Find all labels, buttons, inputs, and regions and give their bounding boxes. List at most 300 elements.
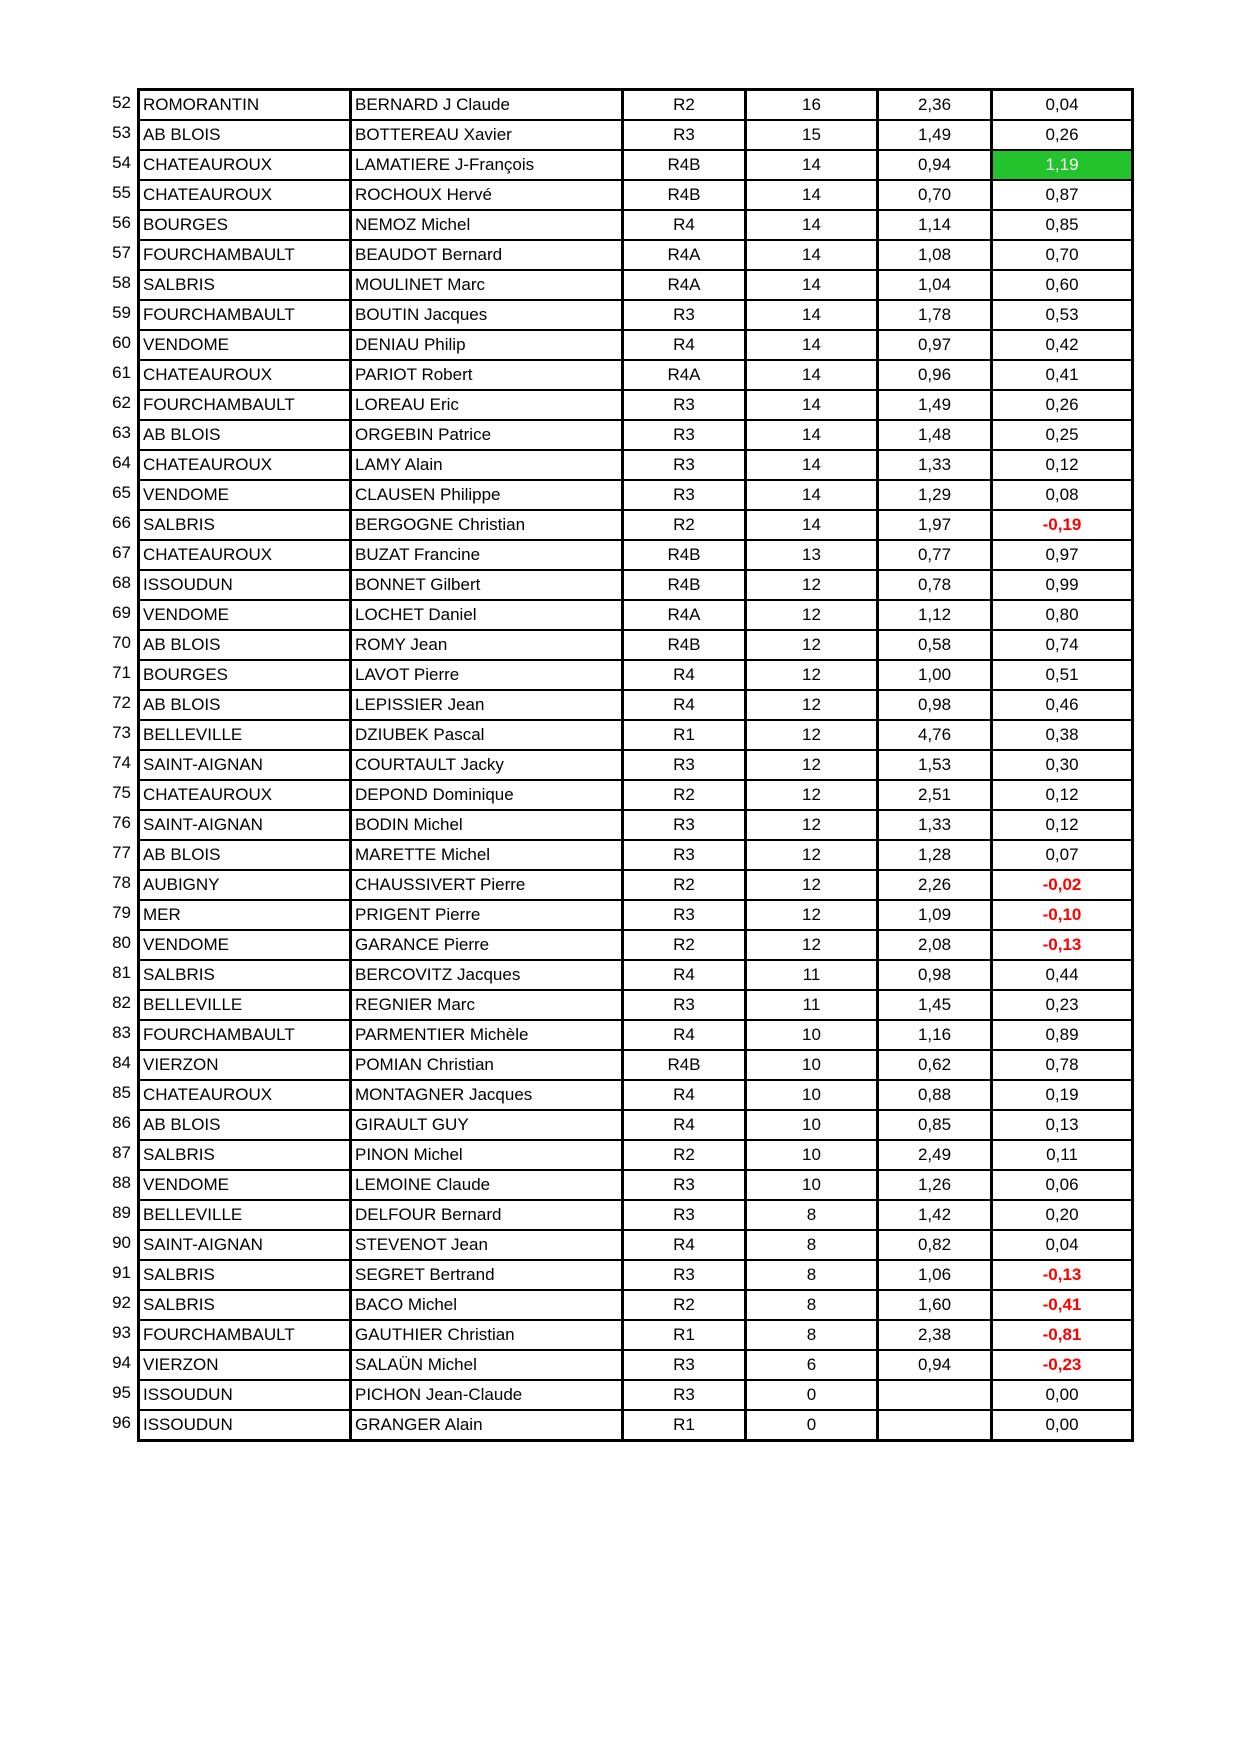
difference-cell: 0,25	[992, 420, 1133, 450]
points-cell: 14	[746, 480, 878, 510]
average-cell: 1,08	[878, 240, 992, 270]
row-number: 69	[112, 603, 131, 622]
table-row	[139, 720, 1133, 750]
table-row	[139, 150, 1133, 180]
difference-cell: 0,89	[992, 1020, 1133, 1050]
player-name-cell: SEGRET Bertrand	[351, 1260, 623, 1290]
row-number: 72	[112, 693, 131, 712]
club-cell: VENDOME	[139, 930, 351, 960]
club-cell: VIERZON	[139, 1050, 351, 1080]
difference-cell: 0,08	[992, 480, 1133, 510]
table-row	[139, 180, 1133, 210]
row-number: 54	[112, 153, 131, 172]
difference-cell: 0,74	[992, 630, 1133, 660]
points-cell: 16	[746, 90, 878, 121]
category-cell: R3	[623, 450, 746, 480]
difference-cell: 0,97	[992, 540, 1133, 570]
player-name-cell: PARMENTIER Michèle	[351, 1020, 623, 1050]
table-row	[139, 1110, 1133, 1140]
club-cell: ISSOUDUN	[139, 1380, 351, 1410]
points-cell: 12	[746, 690, 878, 720]
player-name-cell: BERNARD J Claude	[351, 90, 623, 121]
row-number: 79	[112, 903, 131, 922]
average-cell: 1,60	[878, 1290, 992, 1320]
player-name-cell: BOTTEREAU Xavier	[351, 120, 623, 150]
category-cell: R2	[623, 780, 746, 810]
difference-cell: 0,46	[992, 690, 1133, 720]
ranking-table-body	[139, 90, 1133, 1441]
average-cell	[878, 1410, 992, 1441]
category-cell: R4	[623, 960, 746, 990]
points-cell: 11	[746, 990, 878, 1020]
player-name-cell: ROMY Jean	[351, 630, 623, 660]
row-number: 83	[112, 1023, 131, 1042]
difference-cell: -0,13	[992, 930, 1133, 960]
club-cell: CHATEAUROUX	[139, 540, 351, 570]
points-cell: 12	[746, 900, 878, 930]
difference-cell: 0,12	[992, 450, 1133, 480]
table-row	[139, 1200, 1133, 1230]
difference-cell: 0,11	[992, 1140, 1133, 1170]
difference-cell: -0,81	[992, 1320, 1133, 1350]
difference-cell: 0,78	[992, 1050, 1133, 1080]
row-number: 52	[112, 93, 131, 112]
row-number: 68	[112, 573, 131, 592]
club-cell: CHATEAUROUX	[139, 1080, 351, 1110]
points-cell: 14	[746, 510, 878, 540]
player-name-cell: LAVOT Pierre	[351, 660, 623, 690]
difference-cell: 1,19	[992, 150, 1133, 180]
points-cell: 10	[746, 1170, 878, 1200]
points-cell: 8	[746, 1290, 878, 1320]
difference-cell: 0,13	[992, 1110, 1133, 1140]
player-name-cell: BERGOGNE Christian	[351, 510, 623, 540]
player-name-cell: ORGEBIN Patrice	[351, 420, 623, 450]
difference-cell: 0,38	[992, 720, 1133, 750]
club-cell: CHATEAUROUX	[139, 150, 351, 180]
category-cell: R4A	[623, 360, 746, 390]
difference-cell: -0,10	[992, 900, 1133, 930]
row-number: 64	[112, 453, 131, 472]
table-row	[139, 1380, 1133, 1410]
club-cell: SAINT-AIGNAN	[139, 810, 351, 840]
average-cell: 1,12	[878, 600, 992, 630]
category-cell: R4B	[623, 570, 746, 600]
row-number: 63	[112, 423, 131, 442]
club-cell: AB BLOIS	[139, 840, 351, 870]
player-name-cell: LOCHET Daniel	[351, 600, 623, 630]
row-number: 66	[112, 513, 131, 532]
average-cell: 0,88	[878, 1080, 992, 1110]
player-name-cell: GAUTHIER Christian	[351, 1320, 623, 1350]
difference-cell: -0,41	[992, 1290, 1133, 1320]
category-cell: R3	[623, 1170, 746, 1200]
row-number: 74	[112, 753, 131, 772]
table-row	[139, 840, 1133, 870]
points-cell: 14	[746, 270, 878, 300]
club-cell: MER	[139, 900, 351, 930]
average-cell: 2,38	[878, 1320, 992, 1350]
difference-cell: -0,19	[992, 510, 1133, 540]
table-row	[139, 990, 1133, 1020]
points-cell: 14	[746, 180, 878, 210]
category-cell: R2	[623, 870, 746, 900]
average-cell: 0,85	[878, 1110, 992, 1140]
average-cell: 1,78	[878, 300, 992, 330]
table-row	[139, 690, 1133, 720]
average-cell: 1,53	[878, 750, 992, 780]
difference-cell: 0,44	[992, 960, 1133, 990]
player-name-cell: MARETTE Michel	[351, 840, 623, 870]
category-cell: R3	[623, 1380, 746, 1410]
average-cell: 0,77	[878, 540, 992, 570]
category-cell: R3	[623, 1200, 746, 1230]
difference-cell: 0,12	[992, 780, 1133, 810]
row-number: 65	[112, 483, 131, 502]
difference-cell: 0,30	[992, 750, 1133, 780]
row-number: 57	[112, 243, 131, 262]
points-cell: 8	[746, 1320, 878, 1350]
player-name-cell: STEVENOT Jean	[351, 1230, 623, 1260]
club-cell: VENDOME	[139, 480, 351, 510]
table-row	[139, 1020, 1133, 1050]
player-name-cell: BEAUDOT Bernard	[351, 240, 623, 270]
player-name-cell: CLAUSEN Philippe	[351, 480, 623, 510]
player-name-cell: POMIAN Christian	[351, 1050, 623, 1080]
club-cell: AB BLOIS	[139, 420, 351, 450]
average-cell: 1,06	[878, 1260, 992, 1290]
club-cell: AB BLOIS	[139, 1110, 351, 1140]
club-cell: BELLEVILLE	[139, 1200, 351, 1230]
average-cell: 0,94	[878, 1350, 992, 1380]
average-cell: 0,82	[878, 1230, 992, 1260]
club-cell: ISSOUDUN	[139, 1410, 351, 1441]
player-name-cell: MONTAGNER Jacques	[351, 1080, 623, 1110]
row-number: 87	[112, 1143, 131, 1162]
difference-cell: 0,41	[992, 360, 1133, 390]
average-cell: 4,76	[878, 720, 992, 750]
points-cell: 14	[746, 150, 878, 180]
player-name-cell: LOREAU Eric	[351, 390, 623, 420]
difference-cell: 0,99	[992, 570, 1133, 600]
difference-cell: 0,19	[992, 1080, 1133, 1110]
row-number: 67	[112, 543, 131, 562]
table-row	[139, 390, 1133, 420]
row-number: 90	[112, 1233, 131, 1252]
points-cell: 12	[746, 780, 878, 810]
club-cell: AB BLOIS	[139, 630, 351, 660]
row-number: 56	[112, 213, 131, 232]
average-cell: 1,28	[878, 840, 992, 870]
row-number: 84	[112, 1053, 131, 1072]
row-number: 76	[112, 813, 131, 832]
table-row	[139, 630, 1133, 660]
points-cell: 14	[746, 420, 878, 450]
points-cell: 10	[746, 1050, 878, 1080]
average-cell: 0,58	[878, 630, 992, 660]
category-cell: R2	[623, 1140, 746, 1170]
row-number: 62	[112, 393, 131, 412]
club-cell: ISSOUDUN	[139, 570, 351, 600]
club-cell: ROMORANTIN	[139, 90, 351, 121]
row-number: 89	[112, 1203, 131, 1222]
points-cell: 15	[746, 120, 878, 150]
category-cell: R3	[623, 990, 746, 1020]
player-name-cell: PICHON Jean-Claude	[351, 1380, 623, 1410]
average-cell: 1,33	[878, 810, 992, 840]
table-row	[139, 1320, 1133, 1350]
difference-cell: 0,60	[992, 270, 1133, 300]
player-name-cell: BERCOVITZ Jacques	[351, 960, 623, 990]
player-name-cell: PRIGENT Pierre	[351, 900, 623, 930]
club-cell: FOURCHAMBAULT	[139, 1320, 351, 1350]
row-number: 81	[112, 963, 131, 982]
club-cell: FOURCHAMBAULT	[139, 1020, 351, 1050]
average-cell: 2,08	[878, 930, 992, 960]
row-number: 91	[112, 1263, 131, 1282]
points-cell: 12	[746, 930, 878, 960]
average-cell: 0,96	[878, 360, 992, 390]
club-cell: SALBRIS	[139, 960, 351, 990]
category-cell: R4	[623, 1110, 746, 1140]
category-cell: R3	[623, 120, 746, 150]
difference-cell: -0,23	[992, 1350, 1133, 1380]
table-row	[139, 270, 1133, 300]
table-row	[139, 1080, 1133, 1110]
player-name-cell: COURTAULT Jacky	[351, 750, 623, 780]
average-cell: 1,16	[878, 1020, 992, 1050]
table-row	[139, 600, 1133, 630]
club-cell: BOURGES	[139, 210, 351, 240]
category-cell: R4	[623, 1020, 746, 1050]
row-number: 71	[112, 663, 131, 682]
table-row	[139, 420, 1133, 450]
average-cell: 1,00	[878, 660, 992, 690]
player-name-cell: BACO Michel	[351, 1290, 623, 1320]
category-cell: R4	[623, 210, 746, 240]
player-name-cell: LAMATIERE J-François	[351, 150, 623, 180]
table-row	[139, 960, 1133, 990]
table-row	[139, 810, 1133, 840]
player-name-cell: REGNIER Marc	[351, 990, 623, 1020]
average-cell: 1,48	[878, 420, 992, 450]
points-cell: 11	[746, 960, 878, 990]
average-cell: 1,45	[878, 990, 992, 1020]
difference-cell: -0,02	[992, 870, 1133, 900]
category-cell: R1	[623, 1320, 746, 1350]
row-number: 60	[112, 333, 131, 352]
row-number-column	[100, 88, 134, 1438]
row-number: 95	[112, 1383, 131, 1402]
club-cell: VENDOME	[139, 1170, 351, 1200]
difference-cell: 0,87	[992, 180, 1133, 210]
player-name-cell: ROCHOUX Hervé	[351, 180, 623, 210]
table-row	[139, 210, 1133, 240]
row-number: 61	[112, 363, 131, 382]
points-cell: 12	[746, 630, 878, 660]
average-cell: 2,26	[878, 870, 992, 900]
player-name-cell: GIRAULT GUY	[351, 1110, 623, 1140]
table-row	[139, 1410, 1133, 1441]
club-cell: VIERZON	[139, 1350, 351, 1380]
category-cell: R4B	[623, 1050, 746, 1080]
table-row	[139, 780, 1133, 810]
difference-cell: 0,00	[992, 1410, 1133, 1441]
club-cell: FOURCHAMBAULT	[139, 390, 351, 420]
club-cell: CHATEAUROUX	[139, 450, 351, 480]
row-number: 77	[112, 843, 131, 862]
category-cell: R1	[623, 720, 746, 750]
category-cell: R3	[623, 390, 746, 420]
difference-cell: 0,07	[992, 840, 1133, 870]
average-cell: 0,70	[878, 180, 992, 210]
player-name-cell: DELFOUR Bernard	[351, 1200, 623, 1230]
difference-cell: 0,12	[992, 810, 1133, 840]
table-row	[139, 330, 1133, 360]
category-cell: R2	[623, 510, 746, 540]
average-cell: 2,51	[878, 780, 992, 810]
average-cell: 1,14	[878, 210, 992, 240]
difference-cell: 0,80	[992, 600, 1133, 630]
category-cell: R4	[623, 690, 746, 720]
club-cell: AB BLOIS	[139, 690, 351, 720]
row-number: 96	[112, 1413, 131, 1432]
club-cell: SALBRIS	[139, 1140, 351, 1170]
category-cell: R4B	[623, 540, 746, 570]
row-number: 73	[112, 723, 131, 742]
row-number: 75	[112, 783, 131, 802]
club-cell: CHATEAUROUX	[139, 780, 351, 810]
row-number: 58	[112, 273, 131, 292]
player-name-cell: BODIN Michel	[351, 810, 623, 840]
average-cell: 1,04	[878, 270, 992, 300]
row-number: 80	[112, 933, 131, 952]
player-name-cell: DEPOND Dominique	[351, 780, 623, 810]
table-row	[139, 120, 1133, 150]
difference-cell: 0,70	[992, 240, 1133, 270]
difference-cell: 0,26	[992, 390, 1133, 420]
table-row	[139, 360, 1133, 390]
row-number: 70	[112, 633, 131, 652]
player-name-cell: LEPISSIER Jean	[351, 690, 623, 720]
points-cell: 0	[746, 1380, 878, 1410]
table-row	[139, 1230, 1133, 1260]
row-number: 59	[112, 303, 131, 322]
player-name-cell: DENIAU Philip	[351, 330, 623, 360]
category-cell: R3	[623, 300, 746, 330]
points-cell: 10	[746, 1080, 878, 1110]
club-cell: BOURGES	[139, 660, 351, 690]
points-cell: 12	[746, 870, 878, 900]
category-cell: R1	[623, 1410, 746, 1441]
club-cell: FOURCHAMBAULT	[139, 300, 351, 330]
average-cell: 2,36	[878, 90, 992, 121]
category-cell: R3	[623, 900, 746, 930]
player-name-cell: BONNET Gilbert	[351, 570, 623, 600]
player-name-cell: LEMOINE Claude	[351, 1170, 623, 1200]
category-cell: R3	[623, 480, 746, 510]
table-row	[139, 510, 1133, 540]
table-row	[139, 570, 1133, 600]
average-cell: 1,09	[878, 900, 992, 930]
club-cell: SAINT-AIGNAN	[139, 750, 351, 780]
category-cell: R4A	[623, 240, 746, 270]
difference-cell: 0,04	[992, 1230, 1133, 1260]
points-cell: 14	[746, 360, 878, 390]
row-number: 85	[112, 1083, 131, 1102]
category-cell: R4	[623, 1080, 746, 1110]
points-cell: 8	[746, 1260, 878, 1290]
average-cell: 0,62	[878, 1050, 992, 1080]
points-cell: 12	[746, 810, 878, 840]
difference-cell: 0,04	[992, 90, 1133, 121]
points-cell: 14	[746, 330, 878, 360]
row-number: 94	[112, 1353, 131, 1372]
points-cell: 12	[746, 750, 878, 780]
row-number: 78	[112, 873, 131, 892]
player-name-cell: PINON Michel	[351, 1140, 623, 1170]
difference-cell: 0,42	[992, 330, 1133, 360]
player-name-cell: DZIUBEK Pascal	[351, 720, 623, 750]
category-cell: R2	[623, 1290, 746, 1320]
category-cell: R4	[623, 330, 746, 360]
category-cell: R4B	[623, 630, 746, 660]
club-cell: SALBRIS	[139, 1260, 351, 1290]
category-cell: R3	[623, 840, 746, 870]
category-cell: R4B	[623, 150, 746, 180]
club-cell: AB BLOIS	[139, 120, 351, 150]
points-cell: 14	[746, 300, 878, 330]
average-cell: 0,98	[878, 960, 992, 990]
average-cell: 1,49	[878, 390, 992, 420]
row-number: 93	[112, 1323, 131, 1342]
player-name-cell: BOUTIN Jacques	[351, 300, 623, 330]
points-cell: 10	[746, 1020, 878, 1050]
average-cell: 2,49	[878, 1140, 992, 1170]
category-cell: R2	[623, 930, 746, 960]
points-cell: 14	[746, 240, 878, 270]
club-cell: FOURCHAMBAULT	[139, 240, 351, 270]
player-name-cell: GRANGER Alain	[351, 1410, 623, 1441]
average-cell	[878, 1380, 992, 1410]
club-cell: SALBRIS	[139, 510, 351, 540]
row-number: 88	[112, 1173, 131, 1192]
player-name-cell: PARIOT Robert	[351, 360, 623, 390]
table-row	[139, 900, 1133, 930]
category-cell: R4	[623, 660, 746, 690]
points-cell: 10	[746, 1110, 878, 1140]
player-name-cell: SALAÜN Michel	[351, 1350, 623, 1380]
category-cell: R4B	[623, 180, 746, 210]
ranking-table	[137, 88, 1134, 1442]
table-row	[139, 1140, 1133, 1170]
row-number: 53	[112, 123, 131, 142]
points-cell: 8	[746, 1200, 878, 1230]
average-cell: 0,94	[878, 150, 992, 180]
category-cell: R4	[623, 1230, 746, 1260]
average-cell: 1,26	[878, 1170, 992, 1200]
player-name-cell: BUZAT Francine	[351, 540, 623, 570]
table-row	[139, 90, 1133, 121]
table-row	[139, 1260, 1133, 1290]
player-name-cell: NEMOZ Michel	[351, 210, 623, 240]
club-cell: BELLEVILLE	[139, 720, 351, 750]
table-row	[139, 870, 1133, 900]
category-cell: R3	[623, 750, 746, 780]
row-number: 55	[112, 183, 131, 202]
average-cell: 1,29	[878, 480, 992, 510]
difference-cell: 0,00	[992, 1380, 1133, 1410]
